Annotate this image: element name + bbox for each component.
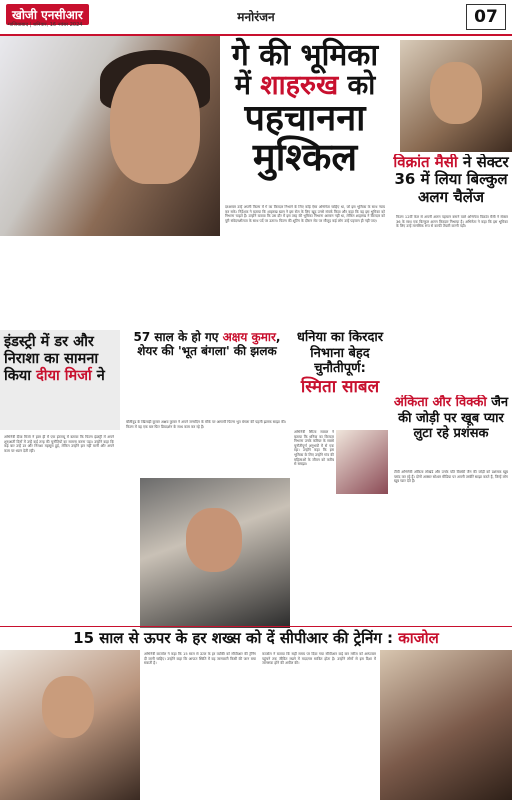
lead-headline-text: में [234, 69, 261, 101]
lead-headline [215, 40, 395, 178]
kajol-body-left: अभिनेत्री काजोल ने कहा कि 15 साल से ऊपर के हर व्यक्ति को सीपीआर की ट्रेनिंग दी जानी चाहिए। उन्होंने कहा कि आपात स्थिति में यह जानकारी किसी की जान बचा सकती है। [144, 652, 256, 666]
photo-face-shape [42, 676, 94, 738]
photo-face-shape [110, 64, 200, 184]
vikrant-headline-name: विक्रांत मैसी [393, 154, 458, 171]
kajol-body-right: काजोल ने बताया कि सही समय पर दिया गया सीपीआर कई बार मरीज को अस्पताल पहुंचने तक जीवित रखने में मददगार साबित होता है। उन्होंने लोगों से इस दिशा में जागरूक होने की अपील की। [262, 652, 376, 666]
dia-headline-text [4, 334, 116, 385]
ankita-vicky-photo [380, 650, 512, 800]
akshay-photo [140, 478, 290, 628]
akshay-headline-text [122, 330, 292, 359]
vikrant-body: फिल्म 12वीं फेल से अपनी अलग पहचान बनाने वाले अभिनेता विक्रांत मैसी ने सेक्टर 36 के साथ एक बिल्कुल अलग किरदार निभाया है। अभिनेता ने कहा कि इस भूमिका के लिए उन्हें मानसिक रूप से काफी तैयारी करनी पड़ी। [396, 215, 508, 229]
akshay-headline-end: , शेयर की 'भूत बंगला' की झलक [137, 330, 281, 359]
photo-face-shape [186, 508, 242, 572]
kajol-headline-plain: 15 साल से ऊपर के हर शख्स को दें सीपीआर की ट्रेनिंग : [73, 629, 399, 647]
kajol-photo [0, 650, 140, 800]
ankita-headline-text [390, 395, 512, 442]
akshay-headline-plain: 57 साल के हो गए [133, 330, 223, 344]
smita-headline [290, 330, 390, 397]
dia-headline-plain: इंडस्ट्री में डर और निराशा का सामना किया [4, 334, 99, 385]
page-number: 07 [466, 4, 506, 30]
section-title: मनोरंजन [237, 10, 275, 24]
dateline: गाजियाबाद | शनिवार, 16 नवंबर 2024 [8, 22, 83, 28]
akshay-body: बॉलीवुड के खिलाड़ी कुमार अक्षय कुमार ने अपने जन्मदिन के मौके पर आगामी फिल्म भूत बंगला की पहली झलक साझा की। फिल्म में वह एक बार फिर प्रियदर्शन के साथ काम कर रहे हैं। [126, 420, 286, 429]
dia-headline-name: दीया मिर्जा [36, 368, 92, 385]
ankita-body: टीवी अभिनेत्री अंकिता लोखंडे और उनके पति विक्की जैन की जोड़ी को प्रशंसक खूब पसंद कर रहे हैं। दोनों अक्सर सोशल मीडिया पर अपनी तस्वीरें साझा करते हैं, जिन्हें लोग खूब प्यार देते हैं। [394, 470, 508, 484]
lead-headline-line4: मुश्किल [252, 134, 358, 179]
akshay-headline-name: अक्षय कुमार [222, 330, 276, 344]
vikrant-photo [400, 40, 512, 152]
lead-headline-line3: पहचानना [244, 97, 366, 139]
ankita-headline [390, 395, 512, 442]
smita-headline-text: धनिया का किरदार निभाना बेहद चुनौतीपूर्ण: [296, 330, 384, 377]
dia-headline-end: ने [91, 368, 105, 385]
dia-body: अभिनेत्री दीया मिर्जा ने हाल ही में एक इंटरव्यू में बताया कि फिल्म इंडस्ट्री में अपने शुरुआती दिनों में उन्हें कई तरह की चुनौतियों का सामना करना पड़ा। उन्होंने कहा कि कई बार उन्हें डर और निराशा महसूस हुई, लेकिन उन्होंने हार नहीं मानी और अपने काम पर ध्यान देती रहीं। [4, 435, 114, 453]
newspaper-logo: खोजी एनसीआर [6, 4, 89, 25]
lead-headline-line2 [215, 69, 395, 101]
lead-headline-line1: गे की भूमिका [231, 38, 379, 73]
masthead [0, 0, 512, 36]
ankita-headline-name: अंकिता और विक्की [393, 395, 487, 410]
smita-headline-name: स्मिता साबल [300, 376, 380, 397]
akshay-headline [122, 330, 292, 359]
ankita-headline-end: जैन की जोड़ी पर खूब प्यार लुटा रहे प्रशंसक [398, 395, 509, 442]
vikrant-headline-rest: ने सेक्टर 36 में लिया बिल्कुल अलग चैलेंज [394, 154, 509, 206]
lead-headline-name: शाहरुख [260, 69, 339, 101]
dia-headline [0, 330, 120, 430]
lead-body: दरअसल उन्हें अपनी फिल्म में गे का किरदार निभाने के लिए कोई ऐसा अभिनेता चाहिए था, जो इस भूमिका के साथ न्याय कर सके। निर्देशक ने बताया कि शाहरुख खान ने इस रोल के लिए खुद उनसे संपर्क किया और कहा कि वह इस भूमिका को निभाना चाहते हैं। उन्होंने बताया कि उस दौर में इस तरह की भूमिका निभाना आसान नहीं था, लेकिन शाहरुख ने किरदार को पूरी संवेदनशीलता के साथ पर्दे पर उतारा। फिल्म की शूटिंग के दौरान सेट पर मौजूद कई लोग उन्हें पहचान ही नहीं पाए। [225, 205, 385, 223]
shahrukh-photo [0, 36, 220, 236]
kajol-headline-name: काजोल [398, 629, 439, 647]
vikrant-headline-text [390, 154, 512, 206]
smita-body: अभिनेत्री स्मिता साबल ने बताया कि धनिया का किरदार निभाना उनके करियर के सबसे चुनौतीपूर्ण अनुभवों में से एक रहा। उन्होंने कहा कि इस भूमिका के लिए उन्होंने गांव की महिलाओं के जीवन को करीब से समझा। [294, 430, 334, 467]
vikrant-headline [390, 154, 512, 206]
kajol-headline [0, 628, 512, 648]
smita-photo [336, 430, 388, 494]
photo-face-shape [430, 62, 482, 124]
section-divider [0, 626, 512, 627]
lead-headline-text: को [338, 69, 376, 101]
kajol-headline-text [0, 628, 512, 648]
